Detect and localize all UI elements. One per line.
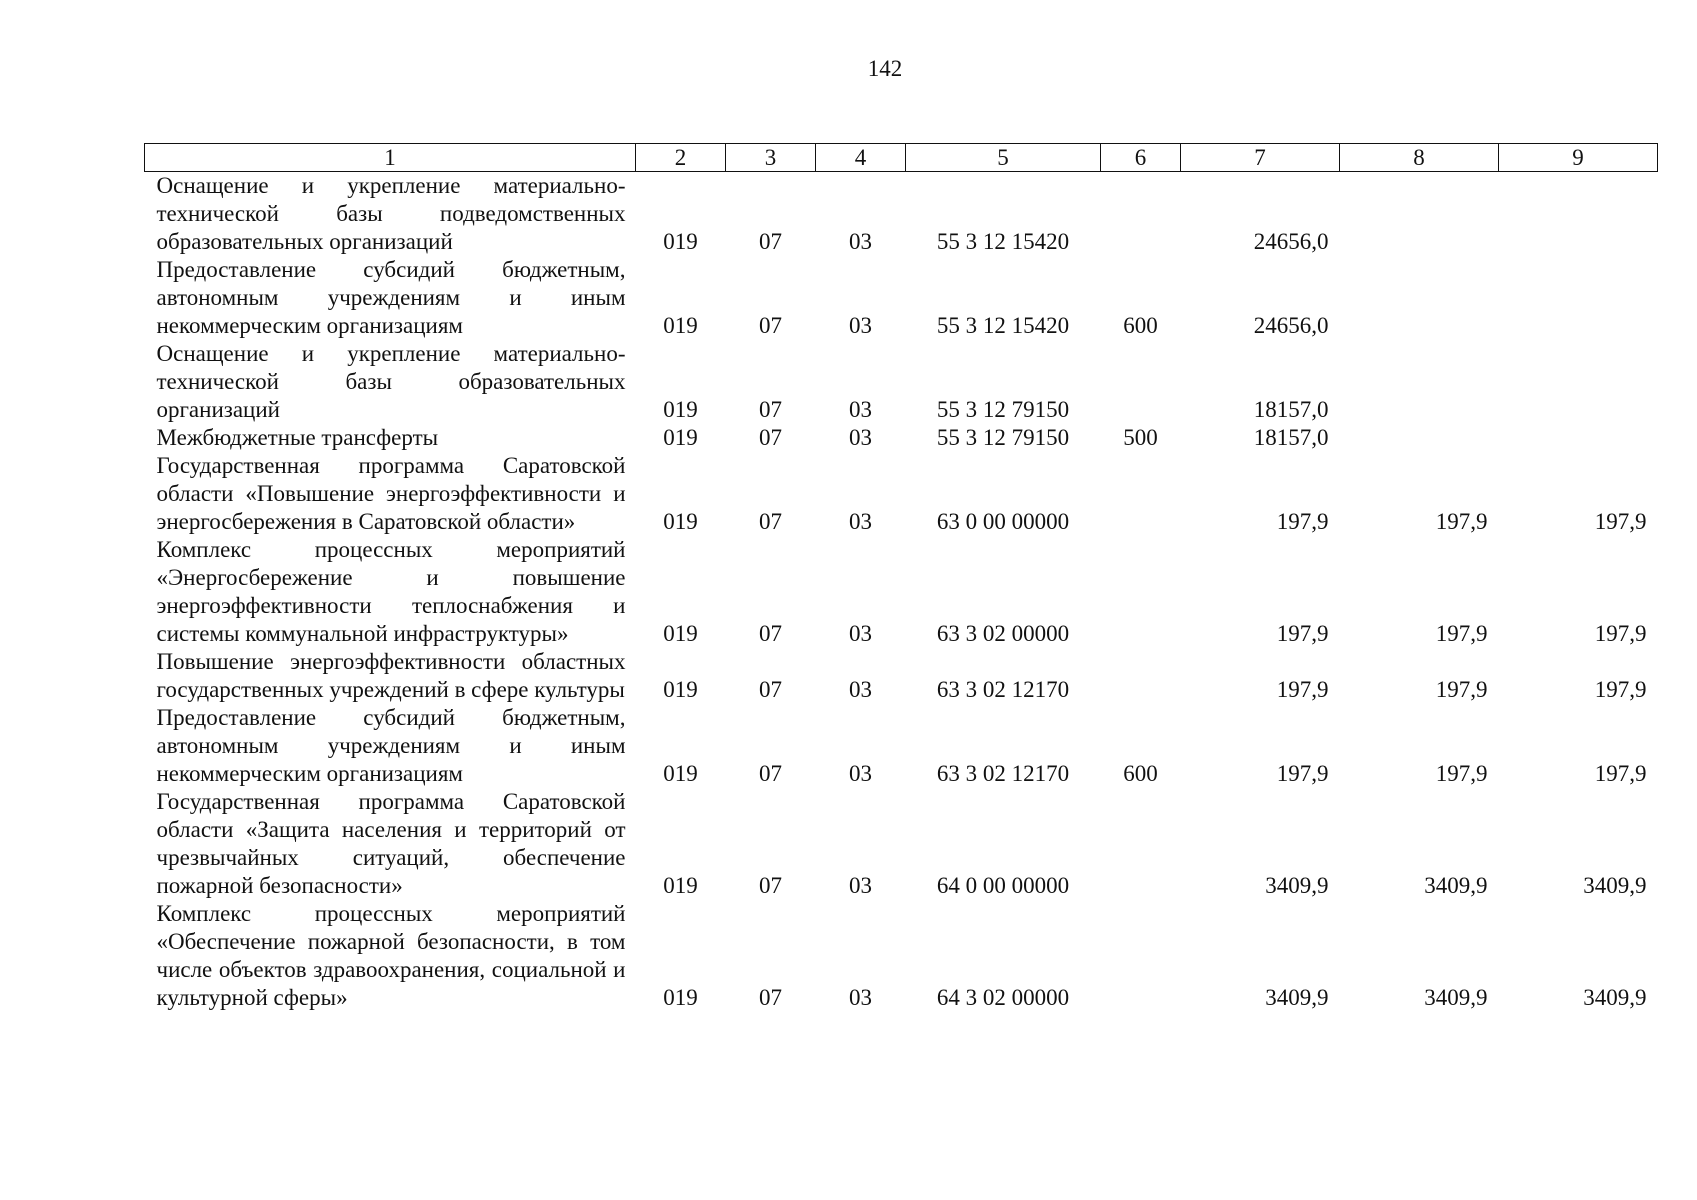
subsection-code: 03 [849, 761, 872, 786]
amount-col-9 [1499, 340, 1658, 424]
amount-col-9: 3409,9 [1583, 873, 1647, 898]
row-name: Государственная программа Саратовской области «Повышение энергоэффективности и энергосбережения в Саратовской области» [156, 453, 626, 534]
target-article-code: 63 3 02 12170 [936, 677, 1070, 702]
row-name: Оснащение и укрепление материально-технической базы подведомственных образовательных организаций [156, 173, 626, 254]
ministry-code: 019 [663, 873, 698, 898]
amount-col-7: 24656,0 [1253, 229, 1329, 254]
subsection-code: 03 [849, 873, 872, 898]
expense-type-code: 500 [1123, 425, 1158, 450]
amount-col-7: 3409,9 [1265, 873, 1329, 898]
section-code: 07 [759, 677, 782, 702]
target-article-code: 63 3 02 00000 [936, 621, 1070, 646]
amount-col-9: 197,9 [1594, 621, 1647, 646]
table-row [145, 172, 1658, 257]
amount-col-8 [1340, 424, 1499, 452]
expense-type-code: 600 [1123, 313, 1158, 338]
header-col-9: 9 [1499, 144, 1658, 172]
table-row [145, 424, 1658, 452]
expense-type-code [1101, 452, 1181, 536]
ministry-code: 019 [663, 761, 698, 786]
table-row [145, 900, 1658, 1012]
header-col-6: 6 [1101, 144, 1181, 172]
ministry-code: 019 [663, 621, 698, 646]
section-code: 07 [759, 397, 782, 422]
subsection-code: 03 [849, 425, 872, 450]
table-row [145, 256, 1658, 340]
row-name: Оснащение и укрепление материально-технической базы образовательных организаций [156, 341, 626, 422]
amount-col-8: 3409,9 [1424, 985, 1488, 1010]
header-col-5: 5 [906, 144, 1101, 172]
amount-col-8 [1340, 172, 1499, 257]
row-name: Предоставление субсидий бюджетным, автономным учреждениям и иным некоммерческим организациям [156, 705, 626, 786]
amount-col-9 [1499, 256, 1658, 340]
amount-col-8: 197,9 [1435, 621, 1488, 646]
section-code: 07 [759, 425, 782, 450]
section-code: 07 [759, 509, 782, 534]
row-name: Повышение энергоэффективности областных государственных учреждений в сфере культуры [156, 649, 626, 702]
amount-col-7: 197,9 [1276, 621, 1329, 646]
row-name: Межбюджетные трансферты [156, 425, 439, 450]
expense-type-code [1101, 900, 1181, 1012]
amount-col-8: 197,9 [1435, 761, 1488, 786]
section-code: 07 [759, 761, 782, 786]
table-header [145, 144, 1658, 172]
subsection-code: 03 [849, 397, 872, 422]
table-row [145, 452, 1658, 536]
subsection-code: 03 [849, 985, 872, 1010]
target-article-code: 55 3 12 79150 [936, 425, 1070, 450]
subsection-code: 03 [849, 313, 872, 338]
row-name: Комплекс процессных мероприятий «Обеспечение пожарной безопасности, в том числе объектов здравоохранения, социальной и культурной сферы» [156, 901, 626, 1010]
subsection-code: 03 [849, 677, 872, 702]
amount-col-7: 197,9 [1276, 677, 1329, 702]
amount-col-9 [1499, 172, 1658, 257]
amount-col-7: 24656,0 [1253, 313, 1329, 338]
section-code: 07 [759, 621, 782, 646]
target-article-code: 55 3 12 15420 [936, 313, 1070, 338]
amount-col-8 [1340, 256, 1499, 340]
table-body [145, 172, 1658, 1013]
expense-type-code [1101, 172, 1181, 257]
expense-type-code [1101, 536, 1181, 648]
row-name: Комплекс процессных мероприятий «Энергосбережение и повышение энергоэффективности теплоснабжения и системы коммунальной инфраструктуры» [156, 537, 626, 646]
amount-col-9: 3409,9 [1583, 985, 1647, 1010]
expense-type-code [1101, 340, 1181, 424]
amount-col-7: 197,9 [1276, 509, 1329, 534]
ministry-code: 019 [663, 425, 698, 450]
target-article-code: 64 3 02 00000 [936, 985, 1070, 1010]
amount-col-7: 3409,9 [1265, 985, 1329, 1010]
amount-col-9 [1499, 424, 1658, 452]
amount-col-7: 197,9 [1276, 761, 1329, 786]
subsection-code: 03 [849, 509, 872, 534]
ministry-code: 019 [663, 229, 698, 254]
section-code: 07 [759, 229, 782, 254]
amount-col-7: 18157,0 [1253, 397, 1329, 422]
table-row [145, 704, 1658, 788]
ministry-code: 019 [663, 397, 698, 422]
expense-type-code [1101, 648, 1181, 704]
header-row [145, 144, 1658, 172]
budget-table [144, 143, 1658, 1012]
table-row [145, 788, 1658, 900]
amount-col-9: 197,9 [1594, 677, 1647, 702]
amount-col-8: 197,9 [1435, 509, 1488, 534]
amount-col-9: 197,9 [1594, 509, 1647, 534]
target-article-code: 55 3 12 79150 [936, 397, 1070, 422]
row-name: Предоставление субсидий бюджетным, автономным учреждениям и иным некоммерческим организациям [156, 257, 626, 338]
section-code: 07 [759, 313, 782, 338]
target-article-code: 63 0 00 00000 [936, 509, 1070, 534]
amount-col-9: 197,9 [1594, 761, 1647, 786]
amount-col-8: 197,9 [1435, 677, 1488, 702]
ministry-code: 019 [663, 313, 698, 338]
target-article-code: 55 3 12 15420 [936, 229, 1070, 254]
expense-type-code [1101, 788, 1181, 900]
header-col-8: 8 [1340, 144, 1499, 172]
section-code: 07 [759, 873, 782, 898]
table-row [145, 340, 1658, 424]
header-col-2: 2 [636, 144, 726, 172]
subsection-code: 03 [849, 621, 872, 646]
header-col-7: 7 [1181, 144, 1340, 172]
header-col-4: 4 [816, 144, 906, 172]
section-code: 07 [759, 985, 782, 1010]
amount-col-8: 3409,9 [1424, 873, 1488, 898]
ministry-code: 019 [663, 677, 698, 702]
row-name: Государственная программа Саратовской области «Защита населения и территорий от чрезвычайных ситуаций, обеспечение пожарной безопасности» [156, 789, 626, 898]
header-col-3: 3 [726, 144, 816, 172]
expense-type-code: 600 [1123, 761, 1158, 786]
amount-col-7: 18157,0 [1253, 425, 1329, 450]
target-article-code: 63 3 02 12170 [936, 761, 1070, 786]
amount-col-8 [1340, 340, 1499, 424]
subsection-code: 03 [849, 229, 872, 254]
ministry-code: 019 [663, 985, 698, 1010]
table-row [145, 648, 1658, 704]
table-row [145, 536, 1658, 648]
page-number: 142 [867, 56, 903, 81]
header-col-1: 1 [145, 144, 636, 172]
ministry-code: 019 [663, 509, 698, 534]
target-article-code: 64 0 00 00000 [936, 873, 1070, 898]
